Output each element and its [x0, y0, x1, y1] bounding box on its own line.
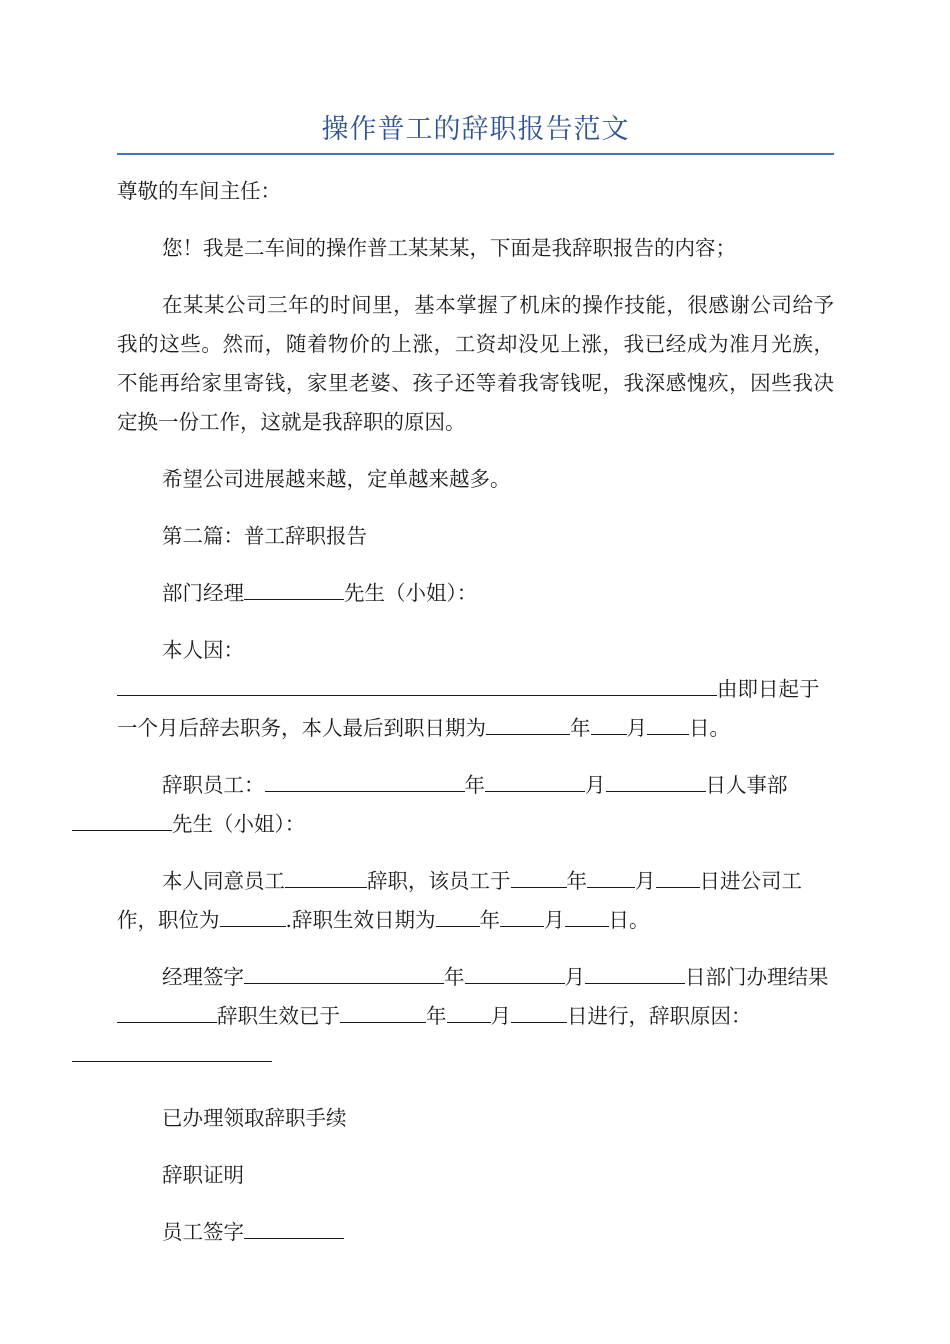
blank-year	[511, 865, 567, 888]
salutation: 尊敬的车间主任：	[117, 179, 281, 203]
document-title: 操作普工的辞职报告范文	[321, 114, 630, 145]
label-month: 月	[585, 773, 606, 797]
blank-result	[117, 1000, 217, 1023]
blank-employee-signature	[244, 1216, 344, 1239]
label-manager: 部门经理	[162, 581, 244, 605]
label-day: 日。	[608, 908, 650, 932]
label-reason: 日进行，辞职原因：	[567, 1004, 752, 1028]
blank-signature	[244, 961, 444, 984]
paragraph-greeting: 您！我是二车间的操作普工某某某，下面是我辞职报告的内容；	[162, 236, 736, 260]
label-year: 年	[464, 773, 485, 797]
blank-day	[656, 865, 700, 888]
label-month: 月	[490, 1004, 511, 1028]
blank-day	[647, 712, 689, 735]
label-month: 月	[564, 965, 585, 989]
label-year: 年	[570, 716, 591, 740]
blank-year	[486, 712, 570, 735]
paragraph-procedure: 已办理领取辞职手续	[162, 1106, 347, 1130]
label-sir: 先生（小姐）：	[344, 581, 478, 605]
document-body	[117, 172, 834, 1252]
blank-year	[436, 904, 480, 927]
blank-month	[447, 1000, 491, 1023]
blank-month	[591, 712, 627, 735]
paragraph-reason: 在某某公司三年的时间里，基本掌握了机床的操作技能，很感谢公司给予我的这些。然而，随着物价的上涨，工资却没见上涨，我已经成为准月光族，不能再给家里寄钱，家里老婆、孩子还等着我寄钱呢，我深感愧疚，因些我决定换一份工作，这就是我辞职的原因。	[117, 293, 834, 434]
title-underline	[117, 153, 834, 155]
label-year: 年	[444, 965, 465, 989]
section-heading: 第二篇：普工辞职报告	[162, 524, 367, 548]
paragraph-manager-sign	[117, 958, 834, 1075]
blank-employee-name	[285, 865, 367, 888]
label-year: 年	[566, 869, 587, 893]
label-hr: 日人事部	[705, 773, 788, 797]
paragraph-because: 本人因：	[162, 638, 244, 662]
blank-employee	[265, 769, 465, 792]
label-effective: 辞职生效已于	[217, 1004, 340, 1028]
label-month: 月	[635, 869, 656, 893]
blank-reason-text	[72, 1039, 272, 1062]
label-month: 月	[626, 716, 647, 740]
label-resign: 辞职，该员工于	[367, 869, 511, 893]
paragraph-manager-line	[117, 574, 834, 613]
blank-day	[565, 904, 609, 927]
label-resign-date: 由即日起于一个月后辞去职务，本人最后到职日期为	[117, 677, 820, 740]
blank-year	[340, 1000, 426, 1023]
label-consent: 本人同意员工	[162, 869, 285, 893]
label-year: 年	[426, 1004, 447, 1028]
label-result: 日部门办理结果	[685, 965, 829, 989]
blank-hr-name	[72, 808, 172, 831]
paragraph-certificate: 辞职证明	[162, 1163, 244, 1187]
paragraph-resign-date	[117, 670, 834, 748]
blank-month	[485, 769, 585, 792]
blank-position	[220, 904, 286, 927]
blank-manager-name	[244, 577, 344, 600]
paragraph-wish: 希望公司进展越来越，定单越来越多。	[162, 467, 511, 491]
blank-month	[500, 904, 544, 927]
label-employee-sign: 员工签字	[162, 1220, 244, 1244]
label-month: 月	[544, 908, 565, 932]
paragraph-employee	[117, 766, 834, 844]
label-sir: 先生（小姐）：	[172, 812, 306, 836]
label-year: 年	[479, 908, 501, 932]
paragraph-employee-sign	[117, 1213, 834, 1252]
label-day: 日。	[689, 716, 730, 740]
blank-month	[465, 961, 565, 984]
blank-day	[511, 1000, 567, 1023]
blank-day	[585, 961, 685, 984]
blank-reason	[117, 673, 717, 696]
blank-month	[587, 865, 635, 888]
label-employee: 辞职员工：	[162, 773, 265, 797]
label-join: 日进公司工作，职位为	[117, 869, 802, 932]
paragraph-consent	[117, 862, 834, 940]
label-manager-sign: 经理签字	[162, 965, 244, 989]
blank-day	[606, 769, 706, 792]
label-effective: .辞职生效日期为	[285, 908, 436, 932]
